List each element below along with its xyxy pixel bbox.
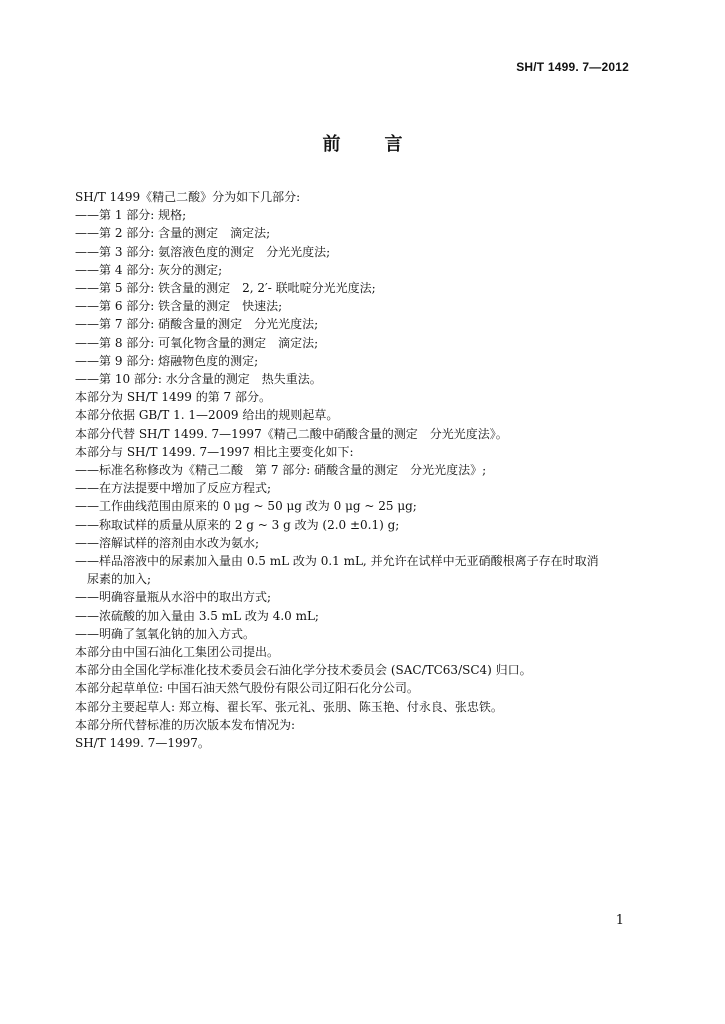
- text-line: ——第 6 部分: 铁含量的测定 快速法;: [75, 299, 283, 314]
- text-line: ——样品溶液中的尿素加入量由 0.5 mL 改为 0.1 mL, 并允许在试样中无亚硝酸根离子存在时取消: [75, 554, 599, 569]
- text-line: ——第 9 部分: 熔融物色度的测定;: [75, 353, 259, 368]
- text-line: ——第 5 部分: 铁含量的测定 2, 2′- 联吡啶分光光度法;: [75, 281, 376, 296]
- text-line: 本部分代替 SH/T 1499. 7—1997《精己二酸中硝酸含量的测定 分光光度法》。: [75, 426, 508, 441]
- text-line: ——第 1 部分: 规格;: [75, 208, 187, 223]
- text-line: ——第 3 部分: 氨溶液色度的测定 分光光度法;: [75, 244, 331, 259]
- text-line: 本部分与 SH/T 1499. 7—1997 相比主要变化如下:: [75, 444, 354, 459]
- foreword-body: [75, 188, 635, 752]
- text-line: 尿素的加入;: [87, 572, 152, 587]
- text-line: ——第 7 部分: 硝酸含量的测定 分光光度法;: [75, 317, 319, 332]
- text-line: 本部分起草单位: 中国石油天然气股份有限公司辽阳石化分公司。: [75, 681, 419, 696]
- text-line: ——浓硫酸的加入量由 3.5 mL 改为 4.0 mL;: [75, 608, 319, 623]
- text-line: 本部分由全国化学标准化技术委员会石油化学分技术委员会 (SAC/TC63/SC4) 归口。: [75, 663, 532, 678]
- standard-code: SH/T 1499. 7—2012: [516, 60, 629, 74]
- text-line: ——溶解试样的溶剂由水改为氨水;: [75, 535, 260, 550]
- page-number: 1: [615, 913, 624, 928]
- text-line: ——标准名称修改为《精己二酸 第 7 部分: 硝酸含量的测定 分光光度法》;: [75, 463, 487, 478]
- text-line: 本部分依据 GB/T 1. 1—2009 给出的规则起草。: [75, 408, 339, 423]
- text-line: ——第 2 部分: 含量的测定 滴定法;: [75, 226, 271, 241]
- text-line: ——第 10 部分: 水分含量的测定 热失重法。: [75, 372, 322, 387]
- text-line: ——第 8 部分: 可氧化物含量的测定 滴定法;: [75, 335, 319, 350]
- text-line: 本部分由中国石油化工集团公司提出。: [75, 645, 280, 660]
- text-line: ——工作曲线范围由原来的 0 μg ~ 50 μg 改为 0 μg ~ 25 μg;: [75, 499, 417, 514]
- text-line: SH/T 1499《精己二酸》分为如下几部分:: [75, 190, 301, 204]
- text-line: ——明确容量瓶从水浴中的取出方式;: [75, 590, 272, 605]
- text-line: ——称取试样的质量从原来的 2 g ~ 3 g 改为 (2.0 ±0.1) g;: [75, 517, 400, 532]
- text-line: ——在方法提要中增加了反应方程式;: [75, 481, 272, 496]
- text-line: 本部分为 SH/T 1499 的第 7 部分。: [75, 390, 271, 405]
- text-line: 本部分所代替标准的历次版本发布情况为:: [75, 717, 296, 732]
- page-title: 前言: [322, 134, 447, 155]
- text-line: SH/T 1499. 7—1997。: [75, 736, 210, 751]
- text-line: ——明确了氢氧化钠的加入方式。: [75, 626, 256, 641]
- text-line: 本部分主要起草人: 郑立梅、翟长军、张元礼、张朋、陈玉艳、付永良、张忠铁。: [75, 699, 503, 714]
- text-line: ——第 4 部分: 灰分的测定;: [75, 262, 223, 277]
